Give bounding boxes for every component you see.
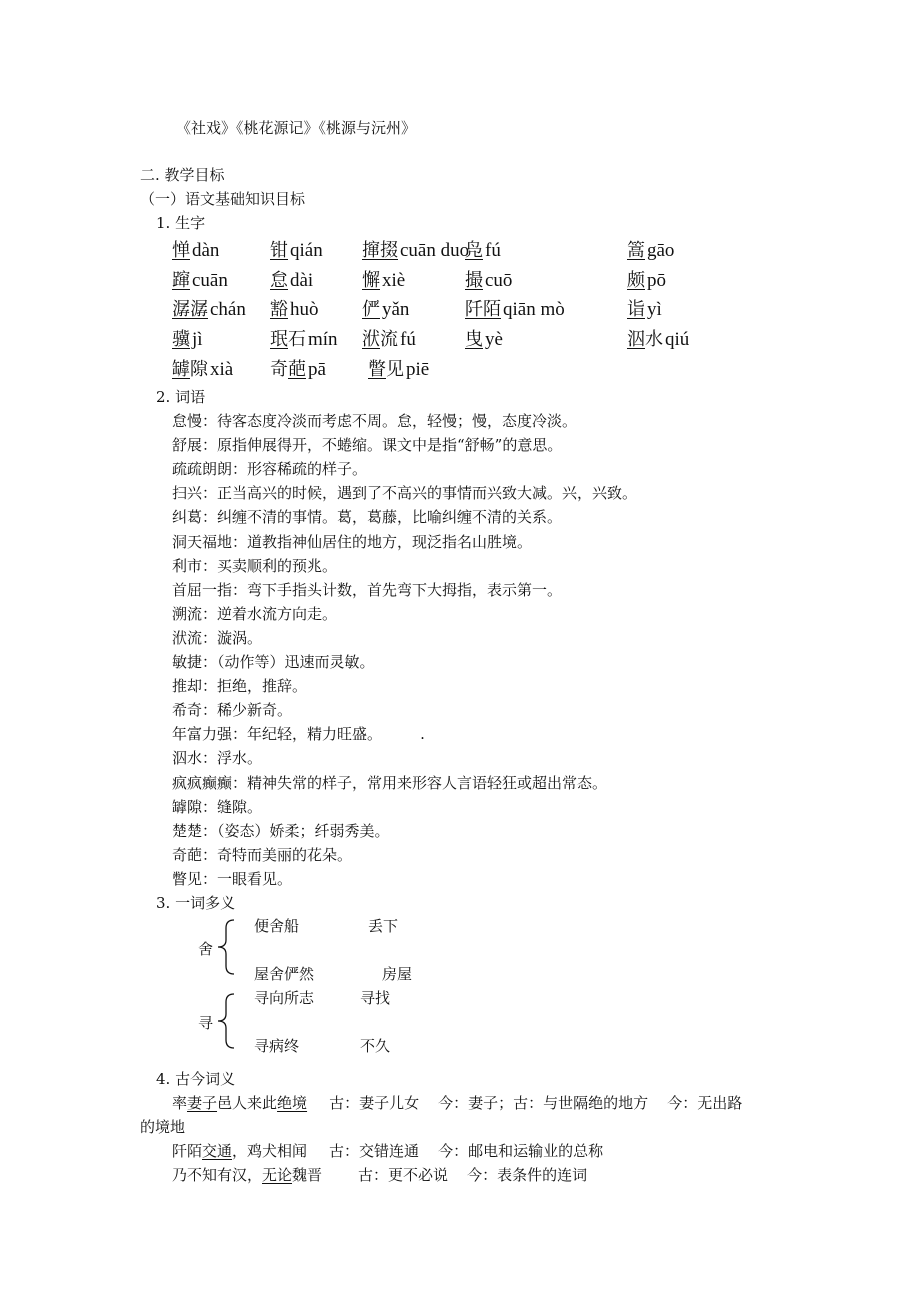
char-pinyin: pā <box>308 359 326 380</box>
gujin-text: 乃不知有汉， <box>172 1166 263 1184</box>
char-hanzi: 珉 <box>270 329 288 350</box>
char-entry <box>270 240 323 262</box>
char-hanzi: 凫 <box>465 240 483 261</box>
char-pinyin: fú <box>485 240 501 261</box>
gujin-text: ，鸡犬相闻 <box>232 1142 308 1160</box>
char-entry <box>627 240 674 262</box>
char-pinyin: jì <box>192 329 203 350</box>
char-hanzi: 颇 <box>627 270 645 291</box>
char-hanzi: 撺掇 <box>362 240 398 261</box>
char-entry <box>172 270 228 292</box>
lesson-titles: 《社戏》《桃花源记》《桃源与沅州》 <box>176 119 417 137</box>
char-entry <box>362 329 416 351</box>
char-entry <box>465 270 512 292</box>
char-entry <box>362 299 409 321</box>
chars-label: 1. 生字 <box>156 214 206 232</box>
gujin-gloss: 古：妻子儿女 今：妻子；古：与世隔绝的地方 今：无出路 <box>329 1094 743 1112</box>
word-definition: 敏捷：（动作等）迅速而灵敏。 <box>172 653 375 671</box>
polysemy-word: 舍 <box>198 940 214 958</box>
char-hanzi: 诣 <box>627 299 645 320</box>
char-pinyin: xiè <box>382 270 406 291</box>
word-definition: 首屈一指：弯下手指头计数，首先弯下大拇指，表示第一。 <box>172 581 563 599</box>
char-hanzi: 潺潺 <box>172 299 208 320</box>
word-definition: 泅水：浮水。 <box>172 749 263 767</box>
char-entry <box>270 329 338 351</box>
char-hanzi: 豁 <box>270 299 288 320</box>
char-hanzi: 洑 <box>362 329 380 350</box>
word-definition: 年富力强：年纪轻，精力旺盛。 . <box>172 725 425 743</box>
char-pinyin: cuān duo <box>400 240 470 261</box>
gujin-line <box>172 1166 587 1184</box>
polysemy-meaning: 房屋 <box>382 965 413 983</box>
char-entry <box>465 329 503 351</box>
gujin-text: 率 <box>172 1094 188 1112</box>
char-pinyin: pō <box>647 270 666 291</box>
gujin-text: 魏晋 <box>292 1166 323 1184</box>
word-definition: 罅隙：缝隙。 <box>172 798 263 816</box>
char-hanzi: 罅 <box>172 359 190 380</box>
polysemy-example: 便舍船 <box>254 917 300 935</box>
char-entry <box>172 299 246 321</box>
char-hanzi: 钳 <box>270 240 288 261</box>
gujin-term: 绝境 <box>277 1094 308 1112</box>
char-pinyin: qiān mò <box>503 299 565 320</box>
char-pinyin: dàn <box>192 240 220 261</box>
word-definition: 洞天福地：道教指神仙居住的地方，现泛指名山胜境。 <box>172 533 533 551</box>
char-entry <box>270 359 326 381</box>
char-pinyin: yè <box>485 329 503 350</box>
char-hanzi: 泅 <box>627 329 645 350</box>
gujin-continuation: 的境地 <box>140 1118 186 1136</box>
polysemy-example: 屋舍俨然 <box>254 965 315 983</box>
char-pinyin: yì <box>647 299 662 320</box>
char-hanzi: 瞥 <box>368 359 386 380</box>
char-suffix: 隙 <box>190 359 208 380</box>
char-prefix: 奇 <box>270 359 288 380</box>
char-hanzi: 葩 <box>288 359 306 380</box>
char-pinyin: cuō <box>485 270 513 291</box>
polysemy-meaning: 不久 <box>360 1037 391 1055</box>
char-entry <box>362 270 405 292</box>
gujin-gloss: 古：更不必说 今：表条件的连词 <box>358 1166 588 1184</box>
char-hanzi: 撮 <box>465 270 483 291</box>
char-suffix: 见 <box>386 359 404 380</box>
char-hanzi: 惮 <box>172 240 190 261</box>
word-definition: 疏疏朗朗：形容稀疏的样子。 <box>172 460 368 478</box>
gujin-term: 无论 <box>262 1166 293 1184</box>
char-pinyin: xià <box>210 359 234 380</box>
word-definition: 楚楚：（姿态）娇柔；纤弱秀美。 <box>172 822 390 840</box>
polysemy-example: 寻病终 <box>254 1037 300 1055</box>
char-pinyin: gāo <box>647 240 675 261</box>
word-definition: 洑流：漩涡。 <box>172 629 263 647</box>
char-entry <box>627 329 689 351</box>
char-pinyin: yǎn <box>382 299 410 320</box>
polysemy-meaning: 寻找 <box>360 989 391 1007</box>
word-definition: 怠慢：待客态度冷淡而考虑不周。怠，轻慢；慢，态度冷淡。 <box>172 412 578 430</box>
char-entry <box>270 299 319 321</box>
char-entry <box>368 359 429 381</box>
word-definition: 疯疯癫癫：精神失常的样子，常用来形容人言语轻狂或超出常态。 <box>172 774 608 792</box>
word-definition: 瞥见：一眼看见。 <box>172 870 293 888</box>
char-entry <box>465 299 565 321</box>
word-definition: 扫兴：正当高兴的时候，遇到了不高兴的事情而兴致大减。兴，兴致。 <box>172 484 638 502</box>
word-definition: 奇葩：奇特而美丽的花朵。 <box>172 846 353 864</box>
section-subheading: （一）语文基础知识目标 <box>140 190 306 208</box>
word-definition: 溯流：逆着水流方向走。 <box>172 605 338 623</box>
char-pinyin: qián <box>290 240 323 261</box>
char-entry <box>627 299 662 321</box>
gujin-text: 阡陌 <box>172 1142 203 1160</box>
words-label: 2. 词语 <box>156 388 206 406</box>
gujin-term: 妻子 <box>187 1094 218 1112</box>
gujin-line <box>172 1142 603 1160</box>
char-entry <box>172 329 203 351</box>
char-entry <box>627 270 666 292</box>
word-definition: 推却：拒绝，推辞。 <box>172 677 308 695</box>
gujin-line <box>172 1094 742 1112</box>
char-hanzi: 怠 <box>270 270 288 291</box>
char-entry <box>362 240 469 262</box>
char-entry <box>172 240 219 262</box>
char-suffix: 石 <box>288 329 306 350</box>
gujin-gloss: 古：交错连通 今：邮电和运输业的总称 <box>329 1142 604 1160</box>
gujin-label: 4. 古今词义 <box>156 1070 236 1088</box>
char-hanzi: 蹿 <box>172 270 190 291</box>
char-pinyin: qiú <box>665 329 690 350</box>
char-hanzi: 阡陌 <box>465 299 501 320</box>
char-pinyin: piē <box>406 359 430 380</box>
char-pinyin: dài <box>290 270 314 291</box>
word-definition: 纠葛：纠缠不清的事情。葛，葛藤，比喻纠缠不清的关系。 <box>172 508 563 526</box>
char-pinyin: chán <box>210 299 246 320</box>
word-definition: 希奇：稀少新奇。 <box>172 701 293 719</box>
char-entry <box>465 240 501 262</box>
polysemy-word: 寻 <box>198 1014 214 1032</box>
brace-icon <box>214 918 236 976</box>
gujin-term: 交通 <box>202 1142 233 1160</box>
char-suffix: 流 <box>380 329 398 350</box>
brace-icon <box>214 992 236 1050</box>
char-hanzi: 懈 <box>362 270 380 291</box>
char-entry <box>172 359 233 381</box>
char-suffix: 水 <box>645 329 663 350</box>
char-hanzi: 俨 <box>362 299 380 320</box>
char-entry <box>270 270 313 292</box>
word-definition: 利市：买卖顺利的预兆。 <box>172 557 338 575</box>
polysemy-example: 寻向所志 <box>254 989 315 1007</box>
gujin-text: 邑人来此 <box>217 1094 278 1112</box>
char-pinyin: cuān <box>192 270 228 291</box>
char-pinyin: mín <box>308 329 338 350</box>
word-definition: 舒展：原指伸展得开，不蜷缩。课文中是指“舒畅”的意思。 <box>172 436 563 454</box>
section-heading: 二. 教学目标 <box>140 166 225 184</box>
char-hanzi: 骥 <box>172 329 190 350</box>
char-hanzi: 篙 <box>627 240 645 261</box>
polysemy-meaning: 丢下 <box>368 917 399 935</box>
char-pinyin: huò <box>290 299 319 320</box>
char-hanzi: 曳 <box>465 329 483 350</box>
char-pinyin: fú <box>400 329 416 350</box>
polysemy-label: 3. 一词多义 <box>156 894 236 912</box>
